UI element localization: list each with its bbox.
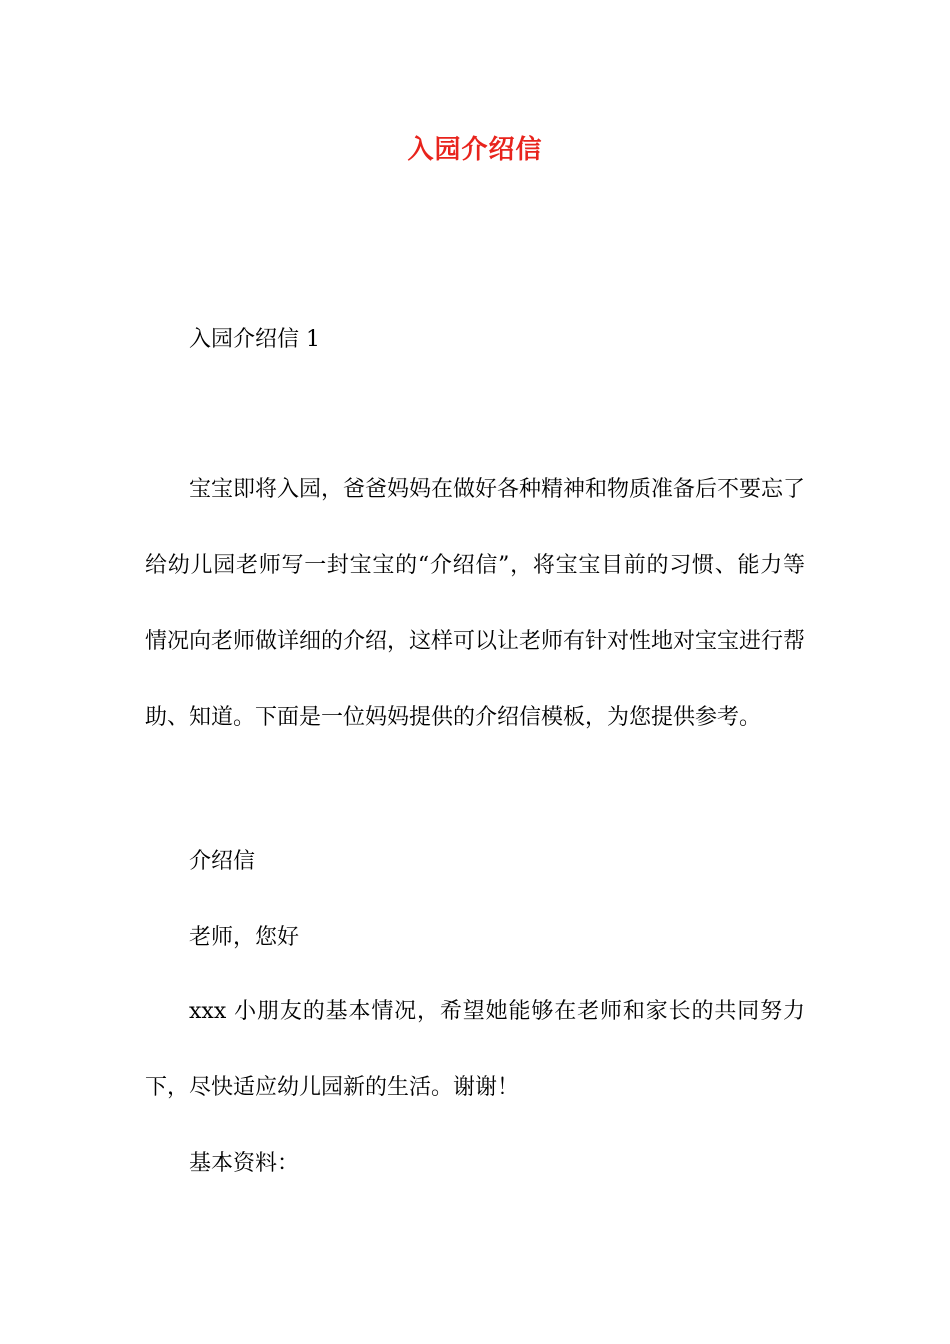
greeting: 老师，您好 (189, 925, 300, 950)
letter-title: 介绍信 (189, 849, 256, 874)
document-title: 入园介绍信 (407, 135, 543, 165)
letter-body-paragraph: xxx 小朋友的基本情况，希望她能够在老师和家长的共同努力下，尽快适应幼儿园新的生活。谢谢！ (145, 999, 805, 1100)
intro-paragraph: 宝宝即将入园，爸爸妈妈在做好各种精神和物质准备后不要忘了给幼儿园老师写一封宝宝的“介绍信”，将宝宝目前的习惯、能力等情况向老师做详细的介绍，这样可以让老师有针对性地对宝宝进行帮助、知道。下面是一位妈妈提供的介绍信模板，为您提供参考。 (145, 477, 806, 730)
section-heading: 入园介绍信 1 (189, 327, 320, 352)
basic-info-label: 基本资料： (189, 1151, 300, 1176)
